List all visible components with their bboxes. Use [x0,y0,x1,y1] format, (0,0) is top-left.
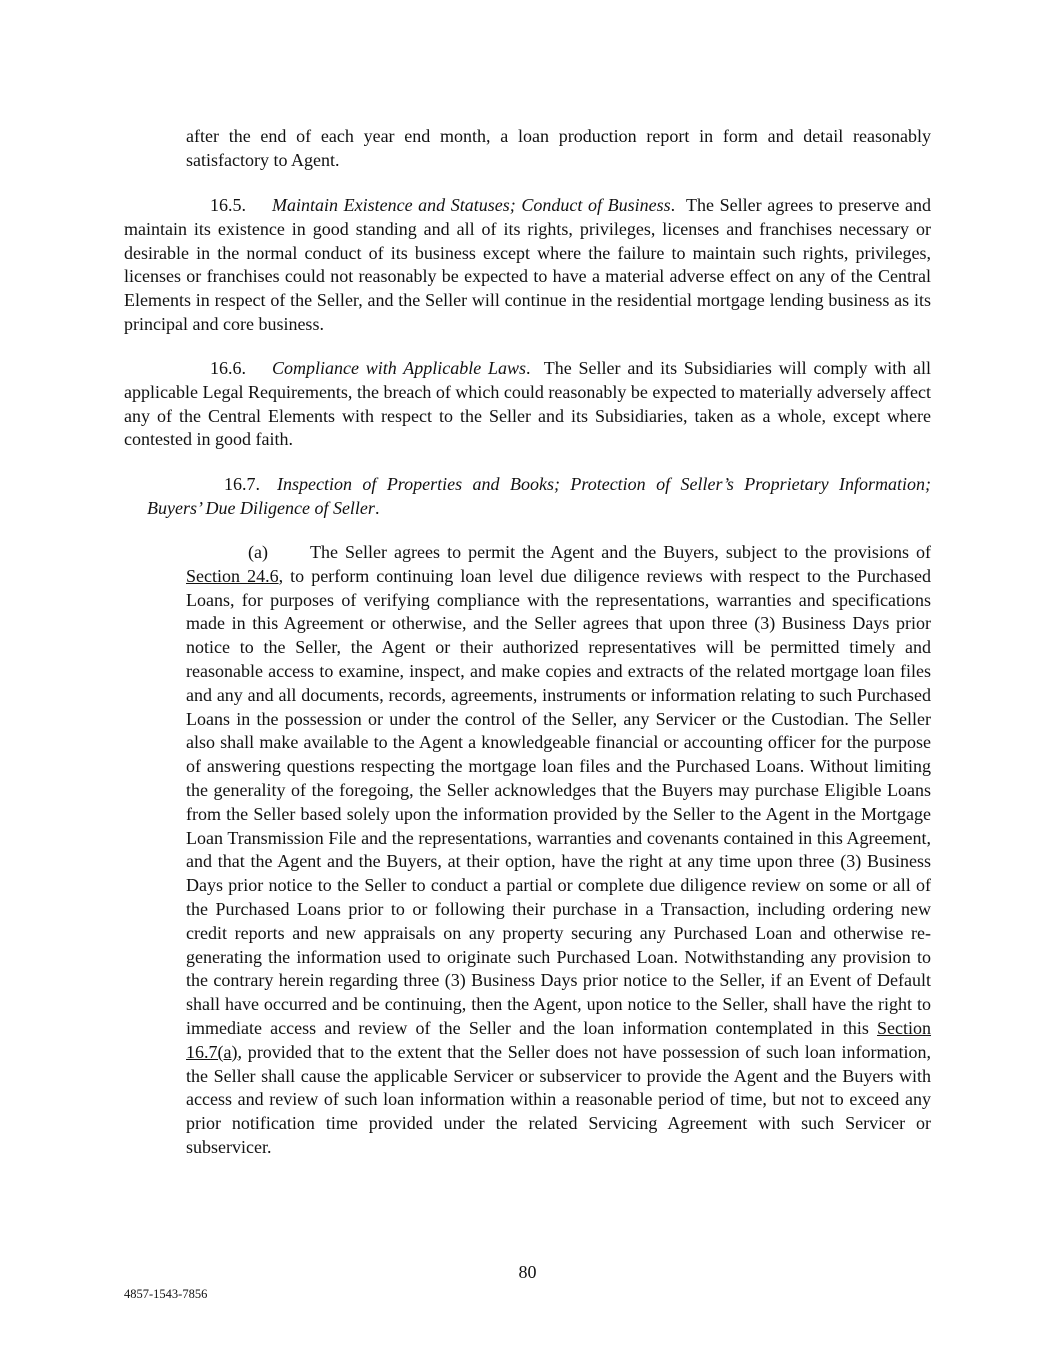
subsection-text-2: , to perform continuing loan level due diligence reviews with respect to the Purchased Loans, for purposes of verifying compliance with the representations, warranties and specifications made in this Agreement or otherwise, and the Seller agrees that upon three (3) Business Days prior notice to the Seller, the Agent or their authorized representatives will be permitted timely and reasonable access to examine, inspect, and make copies and extracts of the related mortgage loan files and any and all documents, records, agreements, instruments or information relating to such Purchased Loans in the possession or under the control of the Seller, any Servicer or the Custodian. The Seller also shall make available to the Agent a knowledgeable financial or accounting officer for the purpose of answering questions respecting the mortgage loan files and the Purchased Loans. Without limiting the generality of the foregoing, the Seller acknowledges that the Buyers may purchase Eligible Loans from the Seller based solely upon the information provided by the Seller to the Agent in the Mortgage Loan Transmission File and the representations, warranties and covenants contained in this Agreement, and that the Agent and the Buyers, at their option, have the right at any time upon three (3) Business Days prior notice to the Seller to conduct a partial or complete due diligence review on some or all of the Purchased Loans prior to or following their purchase in a Transaction, including ordering new credit reports and new appraisals on any property securing any Purchased Loan and otherwise re-generating the information used to originate such Purchased Loan. Notwithstanding any provision to the contrary herein regarding three (3) Business Days prior notice to the Seller, if an Event of Default shall have occurred and be continuing, then the Agent, upon notice to the Seller, shall have the right to immediate access and review of the Seller and the loan information contemplated in this [186,565,931,1038]
section-body: The Seller agrees to preserve and maintain its existence in good standing and all of its rights, privileges, licenses and franchises necessary or desirable in the normal conduct of its business except where the failure to maintain such rights, privileges, licenses or franchises could not reasonably be expected to have a material adverse effect on any of the Central Elements in respect of the Seller, and the Seller will continue in the residential mortgage lending business as its principal and core business. [124,195,931,334]
page-number: 80 [518,1262,537,1282]
section-number: 16.5. [210,195,246,215]
document-id: 4857-1543-7856 [124,1287,208,1301]
section-body: The Seller and its Subsidiaries will comply with all applicable Legal Requirements, the breach of which could reasonably be expected to materially adversely affect any of the Central Elements with respect to the Seller and its Subsidiaries, taken as a whole, except where contested in good faith. [124,358,931,450]
intro-text: after the end of each year end month, a loan production report in form and detail reasonably satisfactory to Agent. [186,126,931,170]
section-16-7-a [186,541,931,1160]
section-number: 16.7. [224,474,260,494]
section-16-7: 16.7. Inspection of Properties and Books; Protection of Seller’s Proprietary Information; Buyers’ Due Diligence of Seller. [147,474,931,518]
subsection-text-1: The Seller agrees to permit the Agent and the Buyers, subject to the provisions of [310,542,931,562]
subsection-text-3: , provided that to the extent that the Seller does not have possession of such loan information, the Seller shall cause the applicable Servicer or subservicer to provide the Agent and the Buyers with access and review of such loan information within a reasonable period of time, but not to exceed any prior notification time provided under the related Servicing Agreement with such Servicer or subservicer. [186,1041,931,1157]
subsection-label: (a) [248,542,268,562]
intro-paragraph [186,125,931,173]
section-number: 16.6. [210,358,246,378]
section-heading: Maintain Existence and Statuses; Conduct of Business [272,195,671,215]
section-16-5: 16.5. Maintain Existence and Statuses; Conduct of Business. The Seller agrees to preserve and maintain its existence in good standing and all of its rights, privileges, licenses and franchises necessary or desirable in the normal conduct of its business except where the failure to maintain such rights, privileges, licenses or franchises could not reasonably be expected to have a material adverse effect on any of the Central Elements in respect of the Seller, and the Seller will continue in the residential mortgage lending business as its principal and core business. [124,195,931,334]
section-heading: Compliance with Applicable Laws [272,358,527,378]
section-16-6: 16.6. Compliance with Applicable Laws. The Seller and its Subsidiaries will comply with all applicable Legal Requirements, the breach of which could reasonably be expected to materially adversely affect any of the Central Elements with respect to the Seller and its Subsidiaries, taken as a whole, except where contested in good faith. [124,358,931,450]
section-24-6-reference[interactable]: Section 24.6 [186,565,279,586]
section-16-7a-reference[interactable]: Section 16.7(a) [186,1017,932,1062]
section-heading: Inspection of Properties and Books; Protection of Seller’s Proprietary Information; Buyers’ Due Diligence of Seller [147,474,931,518]
